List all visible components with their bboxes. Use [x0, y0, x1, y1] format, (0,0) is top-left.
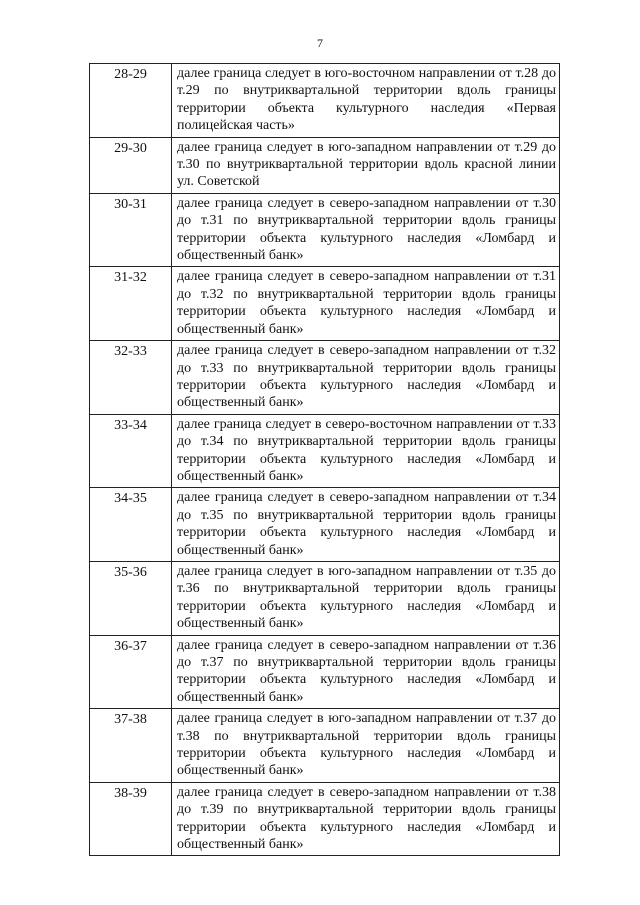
- table-row: [90, 137, 560, 193]
- description-cell: далее граница следует в юго-западном направлении от т.35 до т.36 по внутриквартальной территории вдоль границы территории объекта культурного наследия «Ломбард и общественный банк»: [172, 561, 560, 635]
- description-cell: далее граница следует в юго-западном направлении от т.29 до т.30 по внутриквартальной территории вдоль красной линии ул. Советской: [172, 137, 560, 193]
- description-cell: далее граница следует в юго-восточном направлении от т.28 до т.29 по внутриквартальной территории вдоль границы территории объекта культурного наследия «Первая полицейская часть»: [172, 64, 560, 138]
- segment-cell: 35-36: [90, 561, 172, 635]
- description-cell: далее граница следует в северо-западном направлении от т.38 до т.39 по внутриквартальной территории вдоль границы территории объекта культурного наследия «Ломбард и общественный банк»: [172, 782, 560, 856]
- segment-cell: 37-38: [90, 709, 172, 783]
- segment-cell: 38-39: [90, 782, 172, 856]
- segment-cell: 33-34: [90, 414, 172, 488]
- description-cell: далее граница следует в северо-западном направлении от т.31 до т.32 по внутриквартальной территории вдоль границы территории объекта культурного наследия «Ломбард и общественный банк»: [172, 267, 560, 341]
- page-number: 7: [317, 36, 323, 50]
- description-cell: далее граница следует в северо-западном направлении от т.36 до т.37 по внутриквартальной территории вдоль границы территории объекта культурного наследия «Ломбард и общественный банк»: [172, 635, 560, 709]
- description-cell: далее граница следует в северо-восточном направлении от т.33 до т.34 по внутриквартальной территории вдоль границы территории объекта культурного наследия «Ломбард и общественный банк»: [172, 414, 560, 488]
- segment-cell: 34-35: [90, 488, 172, 562]
- table-row: [90, 414, 560, 488]
- boundary-table: [89, 63, 560, 856]
- description-cell: далее граница следует в северо-западном направлении от т.32 до т.33 по внутриквартальной территории вдоль границы территории объекта культурного наследия «Ломбард и общественный банк»: [172, 341, 560, 415]
- table-row: [90, 561, 560, 635]
- segment-cell: 32-33: [90, 341, 172, 415]
- description-cell: далее граница следует в юго-западном направлении от т.37 до т.38 по внутриквартальной территории вдоль границы территории объекта культурного наследия «Ломбард и общественный банк»: [172, 709, 560, 783]
- table-row: [90, 341, 560, 415]
- table-row: [90, 709, 560, 783]
- table-row: [90, 488, 560, 562]
- table-row: [90, 782, 560, 856]
- table-row: [90, 635, 560, 709]
- segment-cell: 30-31: [90, 193, 172, 267]
- segment-cell: 28-29: [90, 64, 172, 138]
- description-cell: далее граница следует в северо-западном направлении от т.30 до т.31 по внутриквартальной территории вдоль границы территории объекта культурного наследия «Ломбард и общественный банк»: [172, 193, 560, 267]
- table-row: [90, 193, 560, 267]
- description-cell: далее граница следует в северо-западном направлении от т.34 до т.35 по внутриквартальной территории вдоль границы территории объекта культурного наследия «Ломбард и общественный банк»: [172, 488, 560, 562]
- segment-cell: 29-30: [90, 137, 172, 193]
- segment-cell: 31-32: [90, 267, 172, 341]
- table-row: [90, 267, 560, 341]
- table-row: [90, 64, 560, 138]
- segment-cell: 36-37: [90, 635, 172, 709]
